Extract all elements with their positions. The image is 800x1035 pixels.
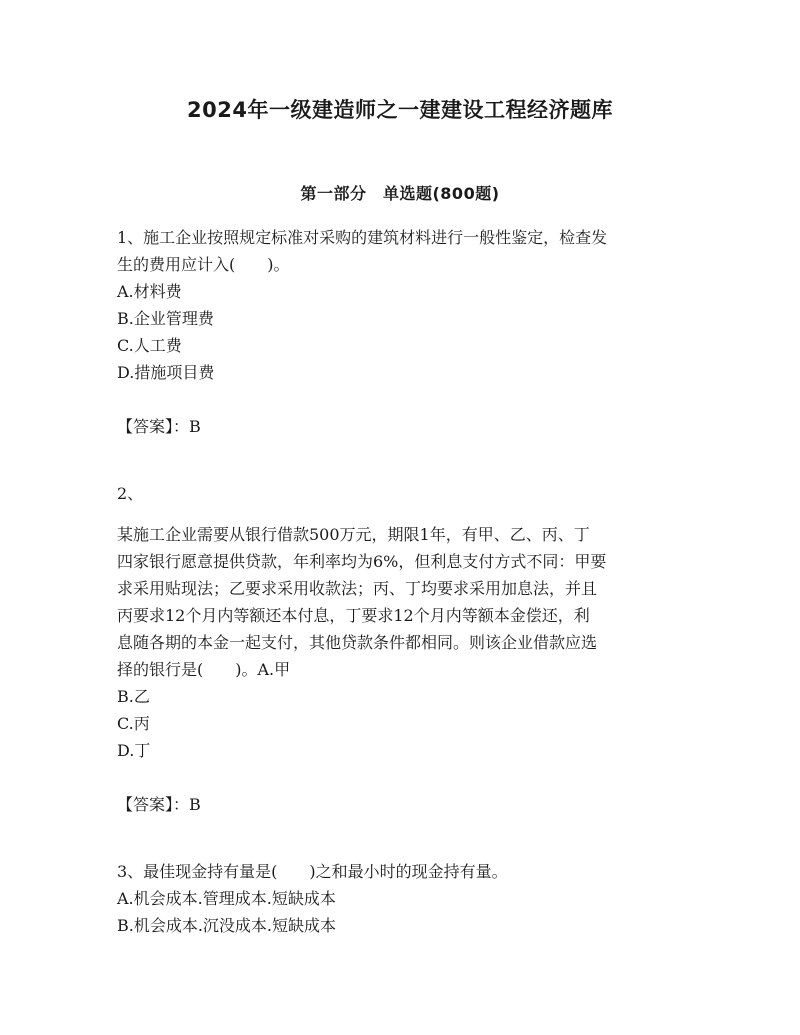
question-3 <box>117 858 687 939</box>
question-3-stem-line-1: 3、最佳现金持有量是( )之和最小时的现金持有量。 <box>117 862 508 881</box>
question-2-stem-line-2: 四家银行愿意提供贷款，年利率均为6%，但利息支付方式不同：甲要 <box>117 552 607 571</box>
question-list <box>117 224 687 939</box>
question-1-option-d: D.措施项目费 <box>117 363 215 382</box>
question-1-option-c: C.人工费 <box>117 336 182 355</box>
question-1-stem-line-1: 1、施工企业按照规定标准对采购的建筑材料进行一般性鉴定，检查发 <box>117 228 608 247</box>
question-2-stem-line-6: 择的银行是( )。A.甲 <box>117 660 291 679</box>
document-title: 2024年一级建造师之一建建设工程经济题库 <box>187 98 613 122</box>
question-1-stem-line-2: 生的费用应计入( )。 <box>117 255 290 274</box>
question-2-option-c: C.丙 <box>117 714 150 733</box>
question-1-option-b: B.企业管理费 <box>117 309 214 328</box>
question-1-option-a: A.材料费 <box>117 282 182 301</box>
question-2-option-b: B.乙 <box>117 687 150 706</box>
question-2-answer: 【答案】：B <box>117 795 201 814</box>
question-3-option-b: B.机会成本.沉没成本.短缺成本 <box>117 916 337 935</box>
section-heading: 第一部分 单选题(800题) <box>300 184 500 203</box>
question-1-answer: 【答案】：B <box>117 417 201 436</box>
question-2-stem-line-5: 息随各期的本金一起支付，其他贷款条件都相同。则该企业借款应选 <box>117 633 598 652</box>
question-2-stem-line-3: 求采用贴现法；乙要求采用收款法；丙、丁均要求采用加息法，并且 <box>117 579 598 598</box>
question-2 <box>117 480 687 818</box>
question-3-option-a: A.机会成本.管理成本.短缺成本 <box>117 889 336 908</box>
question-2-stem-line-4: 丙要求12个月内等额还本付息，丁要求12个月内等额本金偿还，利 <box>117 606 590 625</box>
question-2-option-d: D.丁 <box>117 741 151 760</box>
question-2-number: 2、 <box>117 484 144 503</box>
question-1 <box>117 224 687 440</box>
question-2-stem-line-1: 某施工企业需要从银行借款500万元，期限1年，有甲、乙、丙、丁 <box>117 525 590 544</box>
